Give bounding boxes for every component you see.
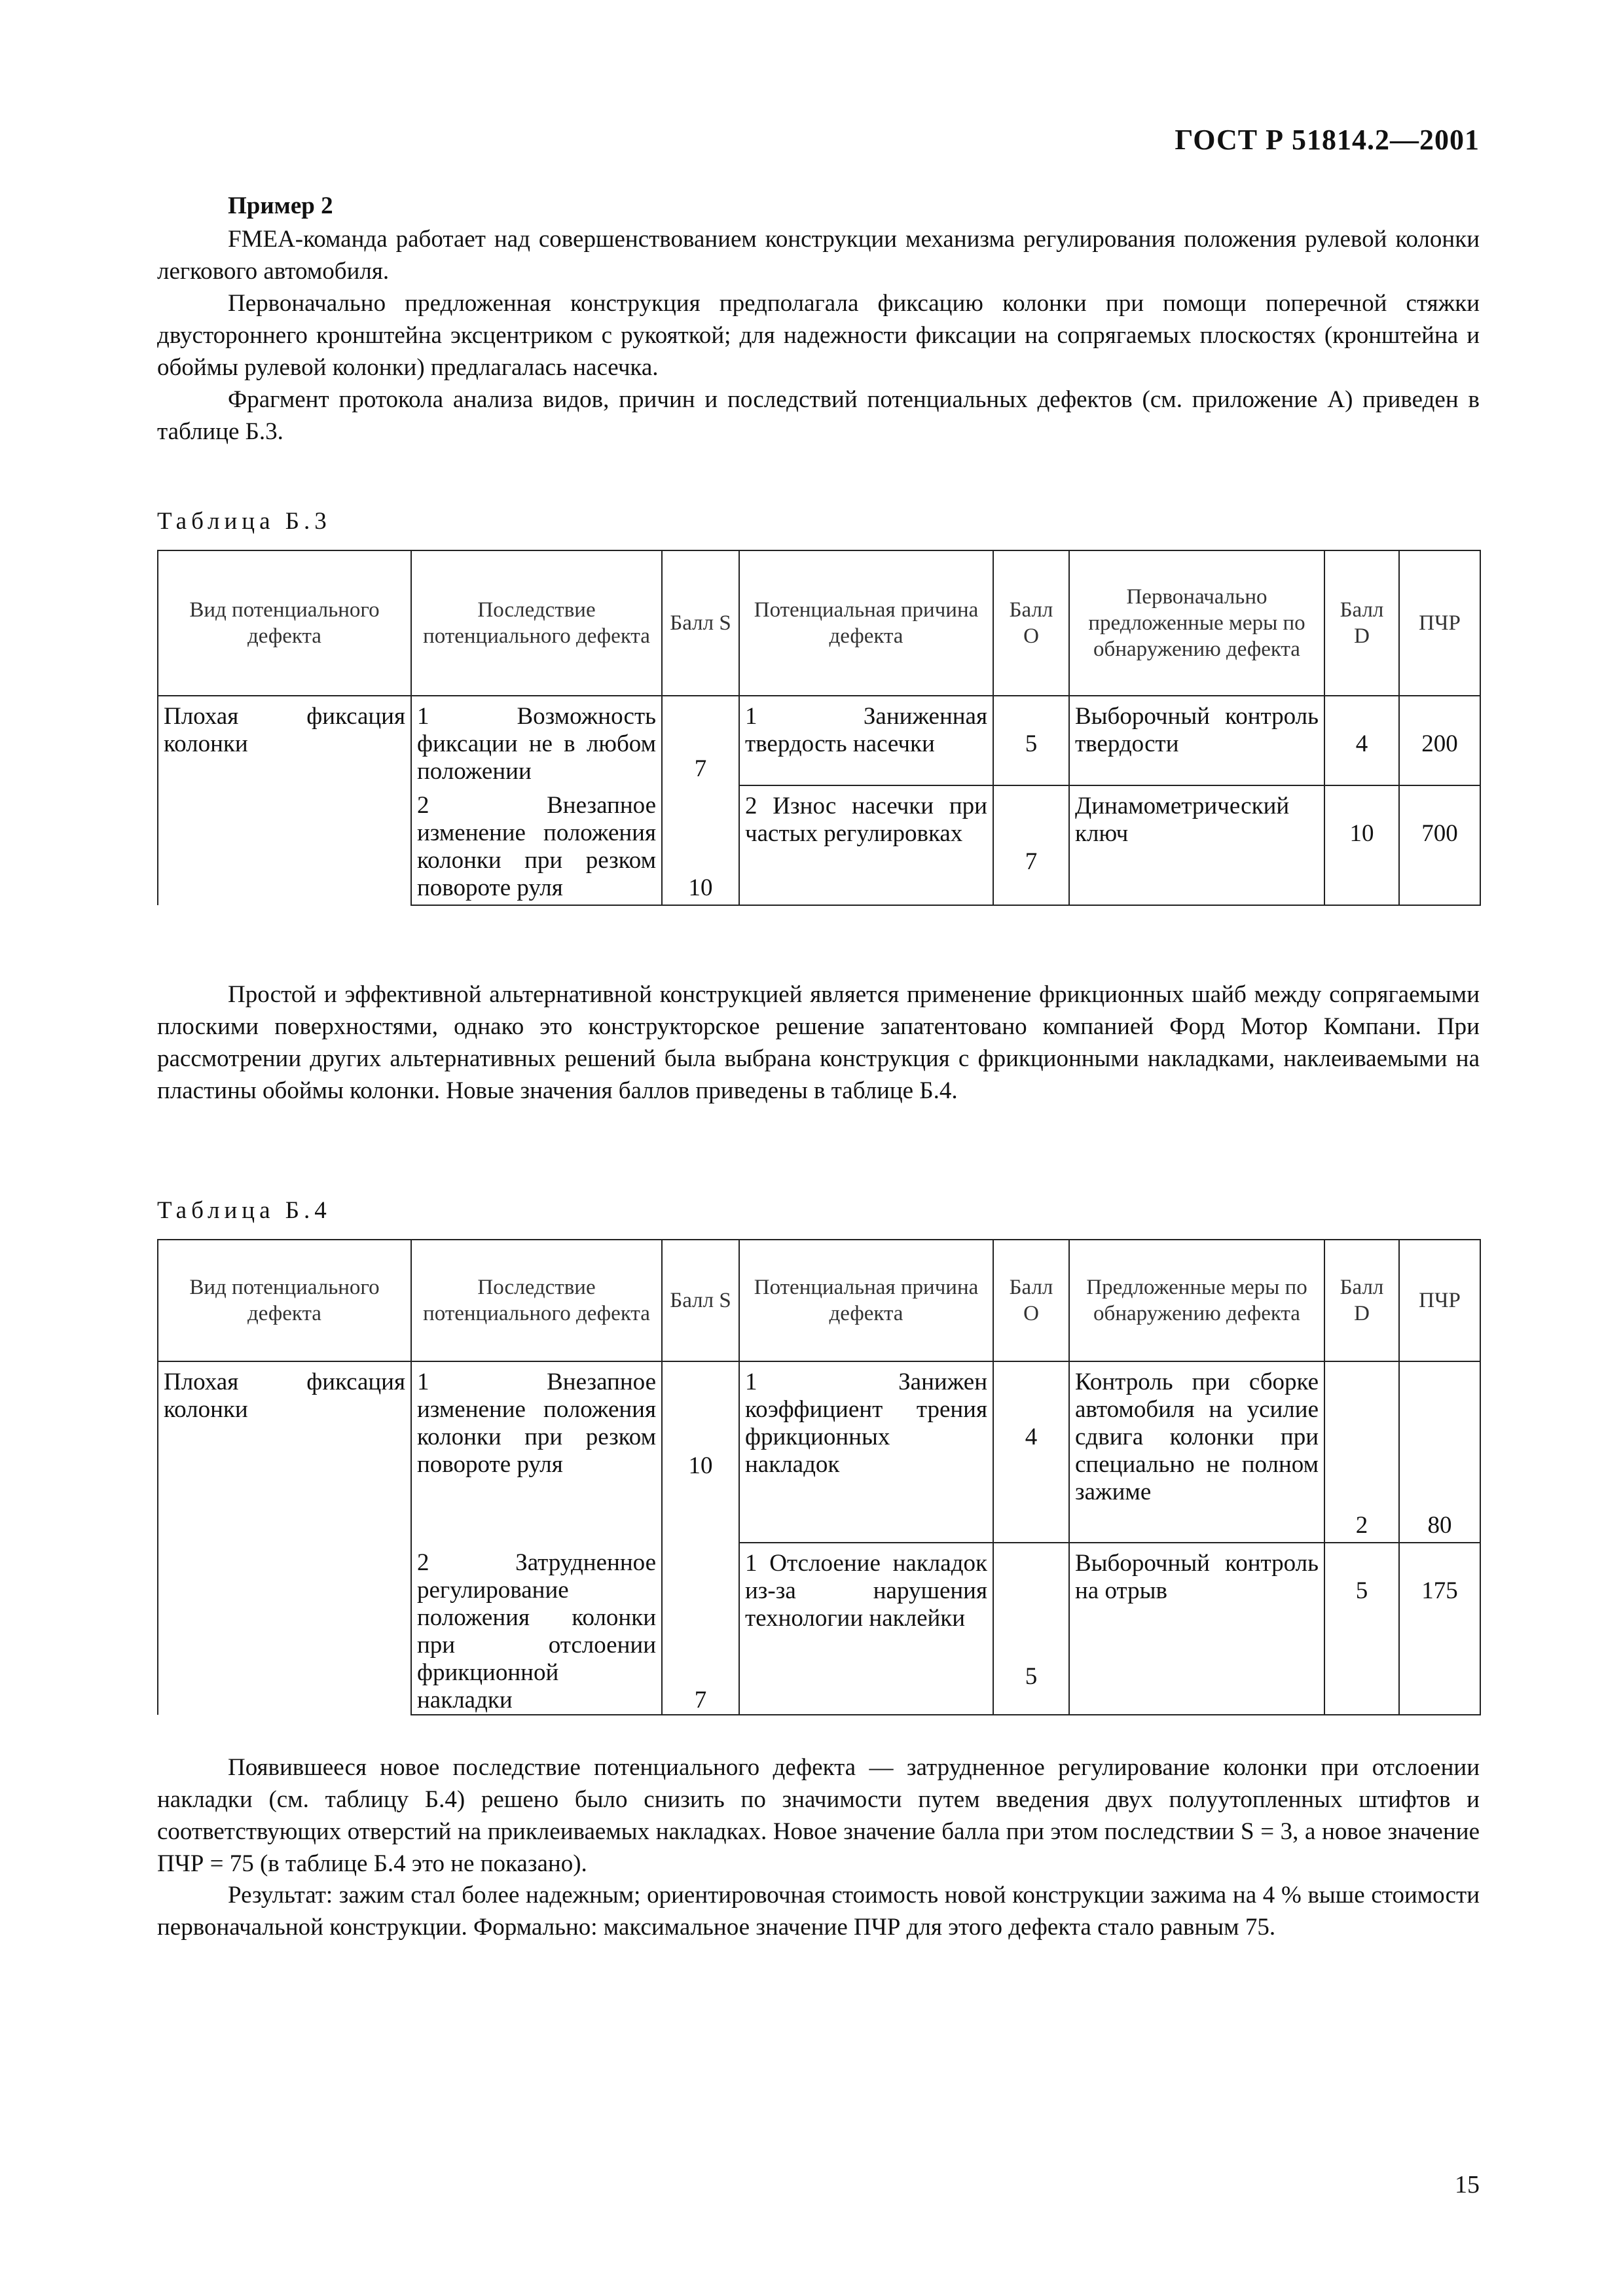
header-cell: Балл S bbox=[662, 550, 739, 696]
header-cell: Потенциальная причина дефекта bbox=[739, 550, 993, 696]
measures-cell: Контроль при сборке автомобиля на усилие сдвига колонки при специально не полном зажиме bbox=[1069, 1361, 1324, 1543]
score-d-cell: 5 bbox=[1324, 1543, 1399, 1715]
measures-cell: Динамометрический ключ bbox=[1069, 785, 1324, 905]
table-b3 bbox=[157, 550, 1481, 906]
score-d-cell: 2 bbox=[1324, 1361, 1399, 1543]
header-cell: Балл D bbox=[1324, 550, 1399, 696]
effect-cell: 2 Затрудненное регулирование положения колонки при отслоении фрикционной накладки bbox=[411, 1543, 662, 1715]
cause-cell: 1 Отслоение накладок из-за нарушения технологии наклейки bbox=[739, 1543, 993, 1715]
table-row bbox=[158, 1361, 1480, 1543]
middle-paragraph: Простой и эффективной альтернативной конструкцией является применение фрикционных шайб между сопрягаемыми плоскими поверхностями, однако это конструкторское решение запатентовано компанией Форд Мотор Компани. При рассмотрении других альтернативных решений была выбрана конструкция с фрикционными накладками, наклеиваемыми на пластины обоймы колонки. Новые значения баллов приведены в таблице Б.4. bbox=[157, 981, 1480, 1104]
cause-cell: 1 Занижен коэффициент трения фрикционных накладок bbox=[739, 1361, 993, 1543]
score-s-cell: 7 bbox=[662, 1543, 739, 1715]
rpn-cell: 80 bbox=[1399, 1361, 1480, 1543]
header-cell: ПЧР bbox=[1399, 550, 1480, 696]
rpn-cell: 200 bbox=[1399, 696, 1480, 785]
table-row bbox=[158, 696, 1480, 785]
cause-cell: 2 Износ насечки при частых регулировках bbox=[739, 785, 993, 905]
document-header: ГОСТ Р 51814.2—2001 bbox=[1175, 124, 1480, 156]
score-s-cell: 7 bbox=[662, 696, 739, 785]
header-cell: Предложенные меры по обнаружению дефекта bbox=[1069, 1240, 1324, 1361]
header-cell: Балл O bbox=[993, 550, 1069, 696]
table-b4 bbox=[157, 1239, 1481, 1715]
header-cell: Последствие потенциального дефекта bbox=[411, 1240, 662, 1361]
example-paragraph-2: Первоначально предложенная конструкция предполагала фиксацию колонки при помощи поперечной стяжки двустороннего кронштейна эксцентриком с рукояткой; для надежности фиксации на сопрягаемых плоскостях (кронштейна и обоймы рулевой колонки) предлагалась насечка. bbox=[157, 290, 1480, 381]
table-b4-header-row bbox=[158, 1240, 1480, 1361]
header-cell: Потенциальная причина дефекта bbox=[739, 1240, 993, 1361]
effect-cell: 2 Внезапное изменение положения колонки при резком повороте руля bbox=[411, 785, 662, 905]
table-b4-caption: Таблица Б.4 bbox=[157, 1197, 331, 1224]
rpn-cell: 175 bbox=[1399, 1543, 1480, 1715]
score-s-cell: 10 bbox=[662, 1361, 739, 1543]
score-o-cell: 5 bbox=[993, 696, 1069, 785]
effect-cell: 1 Возможность фиксации не в любом положении bbox=[411, 696, 662, 785]
page-number: 15 bbox=[1455, 2171, 1480, 2198]
header-cell: Балл O bbox=[993, 1240, 1069, 1361]
header-cell: ПЧР bbox=[1399, 1240, 1480, 1361]
score-d-cell: 10 bbox=[1324, 785, 1399, 905]
defect-type-cell: Плохая фиксация колонки bbox=[158, 1361, 411, 1715]
score-s-cell: 10 bbox=[662, 785, 739, 905]
cause-cell: 1 Заниженная твердость насечки bbox=[739, 696, 993, 785]
measures-cell: Выборочный контроль твердости bbox=[1069, 696, 1324, 785]
effect-cell: 1 Внезапное изменение положения колонки при резком повороте руля bbox=[411, 1361, 662, 1543]
example-paragraph-3: Фрагмент протокола анализа видов, причин и последствий потенциальных дефектов (см. приложение А) приведен в таблице Б.3. bbox=[157, 386, 1480, 445]
score-d-cell: 4 bbox=[1324, 696, 1399, 785]
example-title: Пример 2 bbox=[228, 192, 333, 219]
closing-paragraph-2: Результат: зажим стал более надежным; ориентировочная стоимость новой конструкции зажима на 4 % выше стоимости первоначальной конструкции. Формально: максимальное значение ПЧР для этого дефекта стало равным 75. bbox=[157, 1882, 1480, 1941]
table-b3-header-row bbox=[158, 550, 1480, 696]
defect-type-cell: Плохая фиксация колонки bbox=[158, 696, 411, 905]
measures-cell: Выборочный контроль на отрыв bbox=[1069, 1543, 1324, 1715]
header-cell: Балл D bbox=[1324, 1240, 1399, 1361]
header-cell: Вид потенциального дефекта bbox=[158, 1240, 411, 1361]
header-cell: Вид потенциального дефекта bbox=[158, 550, 411, 696]
example-paragraph-1: FMEA-команда работает над совершенствованием конструкции механизма регулирования положения рулевой колонки легкового автомобиля. bbox=[157, 226, 1480, 285]
header-cell: Последствие потенциального дефекта bbox=[411, 550, 662, 696]
score-o-cell: 4 bbox=[993, 1361, 1069, 1543]
header-cell: Балл S bbox=[662, 1240, 739, 1361]
closing-paragraph-1: Появившееся новое последствие потенциального дефекта — затрудненное регулирование колонки при отслоении накладки (см. таблицу Б.4) решено было снизить по значимости путем введения двух полуутопленных штифтов и соответствующих отверстий на приклеиваемых накладках. Новое значение балла при этом последствии S = 3, а новое значение ПЧР = 75 (в таблице Б.4 это не показано). bbox=[157, 1754, 1480, 1877]
table-b3-caption: Таблица Б.3 bbox=[157, 508, 331, 535]
header-cell: Первоначально предложенные меры по обнаружению дефекта bbox=[1069, 550, 1324, 696]
score-o-cell: 7 bbox=[993, 785, 1069, 905]
score-o-cell: 5 bbox=[993, 1543, 1069, 1715]
rpn-cell: 700 bbox=[1399, 785, 1480, 905]
